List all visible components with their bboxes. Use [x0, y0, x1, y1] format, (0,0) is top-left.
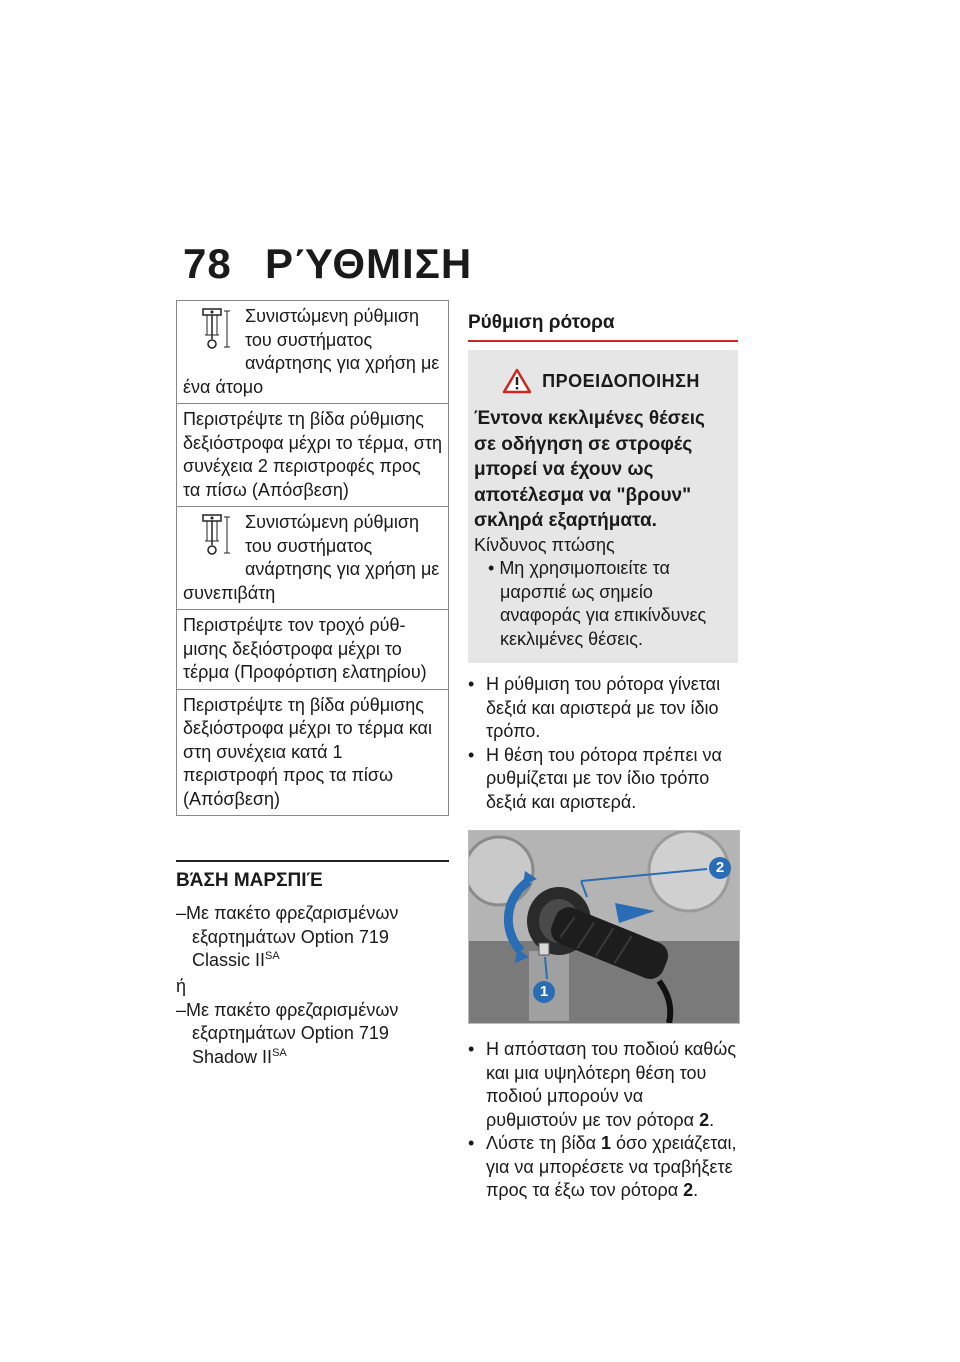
suspension-adjust-icon — [197, 305, 239, 353]
table-row — [177, 403, 448, 506]
callout-2: 2 — [709, 857, 731, 879]
page-number: 78 — [183, 240, 232, 287]
page-title: ΡΎΘΜΙΣΗ — [265, 240, 473, 287]
sa-marker: SA — [265, 950, 280, 962]
warning-triangle-icon — [502, 368, 532, 394]
list-item: –Με πακέτο φρεζαρισμένων εξαρτημάτων Option 719 Shadow $II^{SA}$ — [176, 999, 399, 1067]
list-item: • Λύστε τη βίδα 1 όσο χρειάζεται, για να μπορέσετε να τραβήξετε προς τα έξω τον ρότορα 2. — [468, 1132, 738, 1203]
table-cell-text: Συνιστώμενη ρύθμιση του συστήματος ανάρτησης για χρήση με συνεπιβάτη — [183, 512, 440, 603]
warning-subtext: Κίνδυνος πτώσης — [474, 534, 615, 555]
bullet-list — [468, 1038, 738, 1203]
section-title: ΒΆΣΗ ΜΑΡΣΠΙΈ — [176, 860, 449, 892]
or-separator: ή — [176, 975, 187, 996]
table-cell-text: Περιστρέψτε τη βίδα ρύθμισης δεξιόστροφα μέχρι το τέρμα και στη συνέχεια κατά 1 περιστροφή προς τα πίσω (Απόσβεση) — [183, 694, 432, 809]
item-text: Με πακέτο φρεζαρισμένων εξαρτημάτων Option 719 Classic II — [186, 903, 399, 970]
ref-number: 1 — [601, 1133, 612, 1153]
table-cell-text: Περιστρέψτε τη βίδα ρύθμισης δεξιόστροφα μέχρι το τέρμα, στη συνέχεια 2 περιστροφές προς τα πίσω (Απόσβεση) — [183, 409, 442, 500]
rotor-illustration — [469, 831, 739, 1023]
warning-header — [474, 368, 728, 394]
warning-bullet: • Μη χρησιμοποιείτε τα μαρσπιέ ως σημείο αναφοράς για επικίνδυνες κεκλιμένες θέσεις. — [474, 557, 728, 651]
warning-box — [468, 350, 738, 663]
table-row — [177, 301, 448, 403]
table-row — [177, 689, 448, 816]
list-item: • Η ρύθμιση του ρότορα γίνεται δεξιά και αριστερά με τον ίδιο τρόπο. — [468, 673, 738, 744]
list-item: –Με πακέτο φρεζαρισμένων εξαρτημάτων Option 719 Classic $II^{SA}$ — [176, 903, 399, 970]
ref-number: 2 — [683, 1180, 694, 1200]
right-column — [468, 312, 738, 1203]
sa-marker: SA — [272, 1046, 287, 1059]
ref-number: 2 — [699, 1109, 710, 1130]
rotor-photo — [468, 830, 740, 1024]
list-item: • Η απόσταση του ποδιού καθώς και μια υψηλότερη θέση του ποδιού μπορούν να ρυθμιστούν με τον ρότορα 2. — [468, 1038, 738, 1132]
section-title: Ρύθμιση ρότορα — [468, 312, 738, 342]
bullet-list — [468, 673, 738, 814]
warning-heading: ΠΡΟΕΙΔΟΠΟΙΗΣΗ — [542, 370, 700, 391]
suspension-table — [176, 300, 449, 816]
callout-1: 1 — [533, 981, 555, 1003]
table-row — [177, 609, 448, 689]
table-row — [177, 506, 448, 609]
table-cell-text: Συνιστώμενη ρύθμιση του συστήματος ανάρτησης για χρήση με ένα άτομο — [183, 306, 440, 397]
suspension-adjust-icon — [197, 511, 239, 559]
left-column — [176, 300, 449, 1069]
warning-bold-text: Έντονα κεκλιμένες θέσεις σε οδήγηση σε στροφές μπορεί να έχουν ως αποτέλεσμα να "βρουν" σκληρά εξαρτήματα. — [474, 408, 705, 531]
page-header — [183, 240, 472, 288]
list-item: • Η θέση του ρότορα πρέπει να ρυθμίζεται με τον ίδιο τρόπο δεξιά και αριστερά. — [468, 744, 738, 815]
table-cell-text: Περιστρέψτε τον τροχό ρύθμισης δεξιόστροφα μέχρι το τέρμα (Προφόρτιση ελατηρίου) — [183, 615, 427, 682]
item-text: Με πακέτο φρεζαρισμένων εξαρτημάτων Option 719 Shadow II — [186, 999, 399, 1067]
